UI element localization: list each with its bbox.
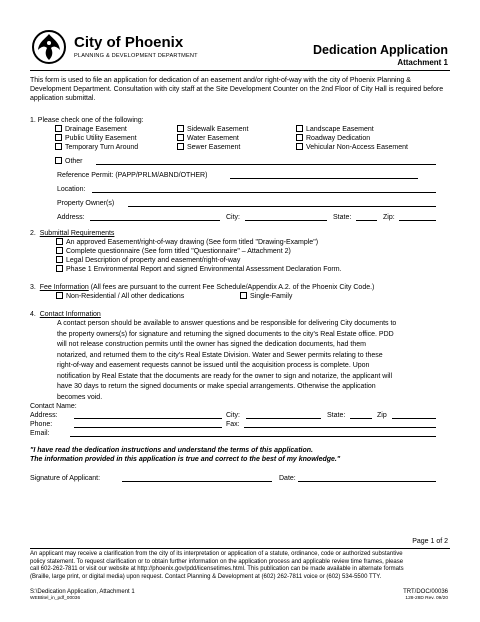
footer-divider [30, 548, 450, 549]
contact-city-label: City: [226, 412, 240, 419]
checkbox[interactable] [55, 134, 62, 141]
checkbox[interactable] [296, 134, 303, 141]
org-name: City of Phoenix [74, 34, 184, 51]
submittal-item-environmental-report[interactable]: Phase 1 Environmental Report and signed Environmental Assessment Declaration Form. [56, 265, 341, 274]
zip-field[interactable] [399, 213, 436, 221]
state-field[interactable] [356, 213, 377, 221]
contact-zip-field[interactable] [392, 411, 436, 419]
contact-state-label: State: [327, 412, 346, 419]
footer-notice: An applicant may receive a clarification from the city of its interpretation or application of a statute, ordinance, code or authorized substantive policy statement. To request clarification or to obtain further information on the application process and applicable review time frames, please call 602-262-7811 or visit our website at http://phoenix.gov/pdd/licensetimes.html. This publication can be made available in alternate formats (Braille, large print, or digital media) upon request. Contact Planning & Development at (602) 262-7811 voice or (602) 534-5500 TTY. [30, 551, 404, 580]
other-field[interactable] [96, 157, 436, 165]
contact-zip-label: Zip [377, 412, 387, 419]
contact-email-field[interactable] [70, 429, 436, 437]
option-vehicular-non-access-easement[interactable]: Vehicular Non-Access Easement [296, 143, 408, 152]
contact-state-field[interactable] [350, 411, 372, 419]
footer-doc-code: TRT/DOC/00036 [403, 589, 448, 595]
contact-paragraph: A contact person should be available to answer questions and be responsible for delivering City documents to the property owners(s) for signature and returning the signed documents to the city’s Real Estate office. PDD will not release construction permits until the owner has signed the dedication documents, had them notarized, and returned them to the city’s Real Estate Division. Water and Sewer permits relating to these right-of-way and easement requests cannot be issued until the acquisition process is complete. Upon notification by Real Estate that the documents are ready for the owner to sign and notarize, the applicant will have 30 days to return the signed documents or make special arrangements. Otherwise the application becomes void. [57, 320, 397, 401]
contact-city-field[interactable] [246, 411, 321, 419]
contact-address-field[interactable] [74, 411, 222, 419]
contact-fax-label: Fax: [226, 421, 240, 428]
contact-email-label: Email: [30, 430, 50, 437]
section-1-heading: 1. Please check one of the following: [30, 117, 144, 124]
acknowledgement-statement: "I have read the dedication instructions and understand the terms of this application. The information provided in this application is true and correct to the best of my knowledge." [30, 447, 341, 463]
property-owners-label: Property Owner(s) [57, 200, 115, 207]
address-field[interactable] [90, 213, 220, 221]
page-number: Page 1 of 2 [412, 538, 448, 545]
checkbox[interactable] [55, 143, 62, 150]
option-temporary-turn-around[interactable]: Temporary Turn Around [55, 143, 138, 152]
section-4-heading: 4. Contact Information [30, 311, 101, 318]
contact-phone-field[interactable] [74, 420, 222, 428]
option-other[interactable]: Other [55, 157, 83, 166]
intro-text: This form is used to file an application for dedication of an easement and/or right-of-way with the city of Phoenix Planning & Development Department. Consultation with city staff at the Site Development Counter on the 2nd Floor of City Hall is required before application submittal. [30, 77, 444, 102]
reference-permit-label: Reference Permit: (PAPP/PRLM/ABND/OTHER) [57, 172, 208, 179]
location-label: Location: [57, 186, 86, 193]
footer-web-id: WEBtitel_in_pdf_00036 [30, 596, 81, 601]
attachment-label: Attachment 1 [397, 58, 448, 67]
signature-field[interactable] [122, 474, 272, 482]
address-label: Address: [57, 214, 85, 221]
phoenix-bird-logo [30, 28, 68, 66]
checkbox[interactable] [56, 247, 63, 254]
checkbox[interactable] [55, 125, 62, 132]
contact-address-label: Address: [30, 412, 58, 419]
submittal-item-drawing[interactable]: An approved Easement/right-of-way drawing (See form titled "Drawing-Example") [56, 238, 318, 247]
option-sewer-easement[interactable]: Sewer Easement [177, 143, 240, 152]
checkbox[interactable] [296, 143, 303, 150]
contact-name-label: Contact Name: [30, 403, 77, 410]
checkbox[interactable] [56, 292, 63, 299]
fee-option-single-family[interactable]: Single-Family [240, 292, 292, 301]
city-label: City: [226, 214, 240, 221]
section-3-heading: 3. Fee Information (All fees are pursuant to the current Fee Schedule/Appendix A.2. of the Phoenix City Code.) [30, 284, 375, 291]
checkbox[interactable] [55, 157, 62, 164]
checkbox[interactable] [177, 143, 184, 150]
checkbox[interactable] [56, 238, 63, 245]
contact-fax-field[interactable] [244, 420, 436, 428]
option-landscape-easement[interactable]: Landscape Easement [296, 125, 374, 134]
city-field[interactable] [245, 213, 327, 221]
department-name: PLANNING & DEVELOPMENT DEPARTMENT [74, 53, 198, 59]
property-owners-field[interactable] [128, 199, 436, 207]
checkbox[interactable] [177, 125, 184, 132]
state-label: State: [333, 214, 352, 221]
option-sidewalk-easement[interactable]: Sidewalk Easement [177, 125, 248, 134]
section-2-heading: 2. Submittal Requirements [30, 230, 115, 237]
option-drainage-easement[interactable]: Drainage Easement [55, 125, 127, 134]
checkbox[interactable] [240, 292, 247, 299]
checkbox[interactable] [56, 256, 63, 263]
footer-file-path: S:\Dedication Application, Attachment 1 [30, 589, 135, 595]
page-title: Dedication Application [313, 43, 448, 57]
fee-option-non-residential[interactable]: Non-Residential / All other dedications [56, 292, 184, 301]
zip-label: Zip: [383, 214, 395, 221]
reference-permit-field[interactable] [230, 171, 418, 179]
footer-revision: 128-28D Rev. 09/20 [405, 596, 448, 601]
option-public-utility-easement[interactable]: Public Utility Easement [55, 134, 137, 143]
submittal-item-questionnaire[interactable]: Complete questionnaire (See form titled "Questionnaire" – Attachment 2) [56, 247, 291, 256]
header-divider [30, 70, 450, 71]
checkbox[interactable] [177, 134, 184, 141]
location-field[interactable] [92, 185, 436, 193]
checkbox[interactable] [56, 265, 63, 272]
date-label: Date: [279, 475, 296, 482]
option-water-easement[interactable]: Water Easement [177, 134, 239, 143]
checkbox[interactable] [296, 125, 303, 132]
signature-label: Signature of Applicant: [30, 475, 101, 482]
contact-phone-label: Phone: [30, 421, 53, 428]
date-field[interactable] [298, 474, 436, 482]
option-roadway-dedication[interactable]: Roadway Dedication [296, 134, 370, 143]
submittal-item-legal-description[interactable]: Legal Description of property and easement/right-of-way [56, 256, 240, 265]
